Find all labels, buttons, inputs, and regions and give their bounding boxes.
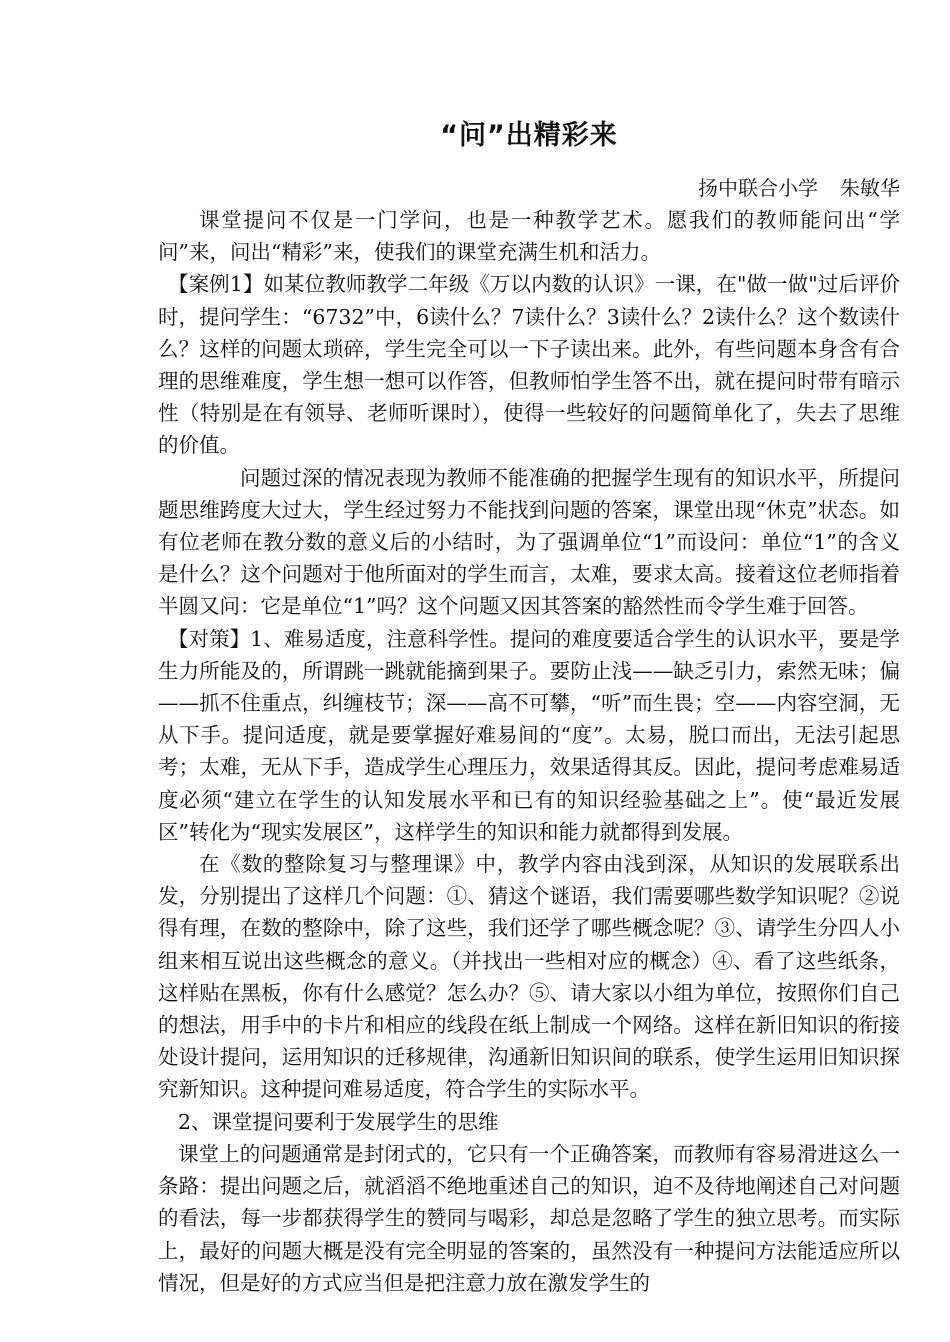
paragraph-intro: 课堂提问不仅是一门学问，也是一种教学艺术。愿我们的教师能问出“学问”来，问出“精彩”来，使我们的课堂充满生机和活力。 xyxy=(158,208,900,265)
paragraph-example: 在《数的整除复习与整理课》中，教学内容由浅到深，从知识的发展联系出发，分别提出了这样几个问题：①、猜这个谜语，我们需要哪些数学知识呢？②说得有理，在数的整除中，除了这些，我们还学了哪些概念呢？③、请学生分四人小组来相互说出这些概念的意义。（并找出一些相对应的概念）④、看了这些纸条，这样贴在黑板，你有什么感觉？怎么办？⑤、请大家以小组为单位，按照你们自己的想法，用手中的卡片和相应的线段在纸上制成一个网络。这样在新旧知识的衔接处设计提问，运用知识的迁移规律，沟通新旧知识间的联系，使学生运用旧知识探究新知识。这种提问难易适度，符合学生的实际水平。 xyxy=(158,852,900,1102)
paragraph-strategy-1: 【对策】1、难易适度，注意科学性。提问的难度要适合学生的认识水平，要是学生力所能及的，所谓跳一跳就能摘到果子。要防止浅——缺乏引力，索然无味；偏——抓不住重点，纠缠枝节；深——高不可攀，“听”而生畏；空——内容空洞，无从下手。提问适度，就是要掌握好难易间的“度”。太易，脱口而出，无法引起思考；太难，无从下手，造成学生心理压力，效果适得其反。因此，提问考虑难易适度必须“建立在学生的认知发展水平和已有的知识经验基础之上”。使“最近发展区”转化为“现实发展区”，这样学生的知识和能力就都得到发展。 xyxy=(158,626,900,844)
paragraph-strategy-2: 课堂上的问题通常是封闭式的，它只有一个正确答案，而教师有容易滑进这么一条路：提出问题之后，就滔滔不绝地重述自己的知识，迫不及待地阐述自己对问题的看法，每一步都获得学生的赞同与喝彩，却总是忽略了学生的独立思考。而实际上，最好的问题大概是没有完全明显的答案的，虽然没有一种提问方法能适应所以情况，但是好的方式应当但是把注意力放在激发学生的 xyxy=(158,1141,900,1295)
author-school: 扬中联合小学 xyxy=(698,176,818,200)
paragraph-too-deep: 问题过深的情况表现为教师不能准确的把握学生现有的知识水平，所提问题思维跨度大过大，学生经过努力不能找到问题的答案，课堂出现“休克”状态。如有位老师在教分数的意义后的小结时，为了强调单位“1”而设问：单位“1”的含义是什么？这个问题对于他所面对的学生而言，太难，要求太高。接着这位老师指着半圆又问：它是单位“1”吗？这个问题又因其答案的豁然性而令学生难于回答。 xyxy=(158,465,900,619)
document-page xyxy=(158,118,900,1299)
paragraph-case-1: 【案例1】如某位教师教学二年级《万以内数的认识》一课，在"做一做"过后评价时，提问学生：“6732”中，6读什么？7读什么？3读什么？2读什么？这个数读什么？这样的问题太琐碎，学生完全可以一下子读出来。此外，有些问题本身含有合理的思维难度，学生想一想可以作答，但教师怕学生答不出，就在提问时带有暗示性（特别是在有领导、老师听课时），使得一些较好的问题简单化了，失去了思维的价值。 xyxy=(158,272,900,458)
author-byline xyxy=(158,172,900,204)
author-name: 朱敏华 xyxy=(840,176,900,200)
section-heading-2: 2、课堂提问要利于发展学生的思维 xyxy=(178,1109,499,1134)
document-title: “问”出精彩来 xyxy=(440,120,618,151)
